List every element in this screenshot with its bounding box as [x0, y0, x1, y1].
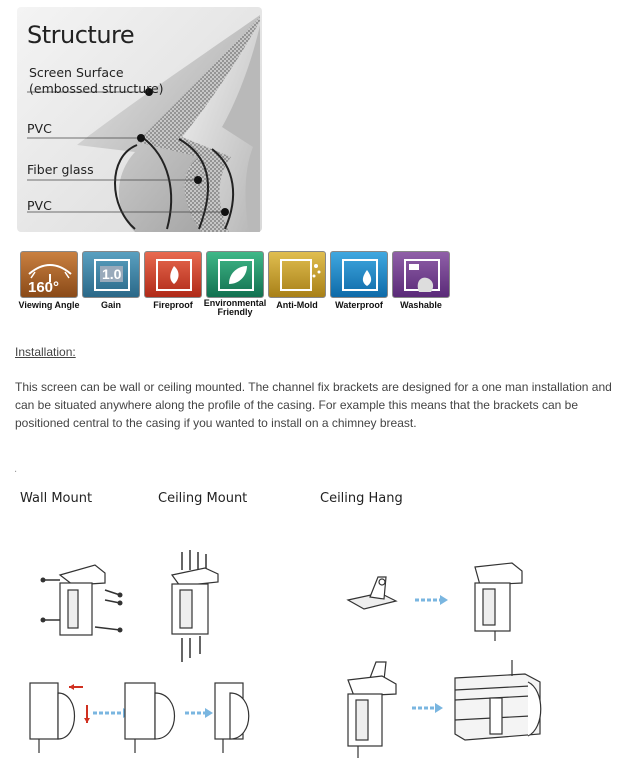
label-pvc-bottom: PVC	[27, 198, 52, 213]
label-fiber-glass: Fiber glass	[27, 162, 94, 177]
structure-diagram	[17, 7, 262, 232]
anti-mold-icon	[269, 252, 326, 298]
feature-label-environmental-line1: Environmental	[203, 298, 267, 308]
feature-tile-waterproof	[330, 251, 388, 298]
feature-tile-environmental	[206, 251, 264, 298]
feature-label-viewing-angle: Viewing Angle	[18, 300, 80, 310]
ceiling-hang-bracket-illustration	[340, 555, 540, 645]
washable-icon	[393, 252, 450, 298]
wall-mount-sequence-illustration	[25, 675, 260, 760]
stray-dot: .	[14, 464, 18, 475]
structure-title: Structure	[27, 21, 135, 49]
ceiling-mount-bracket-illustration	[160, 550, 230, 665]
label-screen-surface: Screen Surface	[29, 65, 124, 80]
ceiling-hang-sequence-illustration	[340, 660, 550, 760]
feature-label-waterproof: Waterproof	[335, 300, 383, 310]
label-embossed: (embossed structure)	[29, 81, 164, 96]
installation-heading: Installation:	[15, 345, 76, 359]
installation-paragraph: This screen can be wall or ceiling mounted. The channel fix brackets are designed for a one man installation and can be situated anywhere along the profile of the casing. For example this means that the brackets can be positioned central to the casing if you wanted to install on a chimney breast.	[15, 380, 612, 430]
feature-label-environmental-line2: Friendly	[217, 307, 253, 317]
wall-mount-bracket-illustration	[35, 555, 125, 645]
wall-mount-title: Wall Mount	[20, 491, 93, 506]
feature-tile-fireproof	[144, 251, 202, 298]
label-pvc-top: PVC	[27, 121, 52, 136]
feature-label-fireproof: Fireproof	[153, 300, 193, 310]
feature-label-environmental	[203, 299, 267, 317]
fireproof-icon	[145, 252, 202, 298]
leaf-icon	[207, 252, 264, 298]
water-drop-icon	[331, 252, 388, 298]
feature-tile-anti-mold	[268, 251, 326, 298]
feature-tile-washable	[392, 251, 450, 298]
feature-label-washable: Washable	[400, 300, 442, 310]
gain-badge: 1.0	[102, 266, 122, 282]
feature-tile-viewing-angle	[20, 251, 78, 298]
ceiling-mount-title: Ceiling Mount	[158, 491, 248, 506]
feature-tile-gain	[82, 251, 140, 298]
feature-label-anti-mold: Anti-Mold	[276, 300, 318, 310]
feature-label-gain: Gain	[100, 300, 121, 310]
ceiling-hang-title: Ceiling Hang	[320, 491, 403, 506]
viewing-angle-badge: 160°	[28, 279, 60, 296]
